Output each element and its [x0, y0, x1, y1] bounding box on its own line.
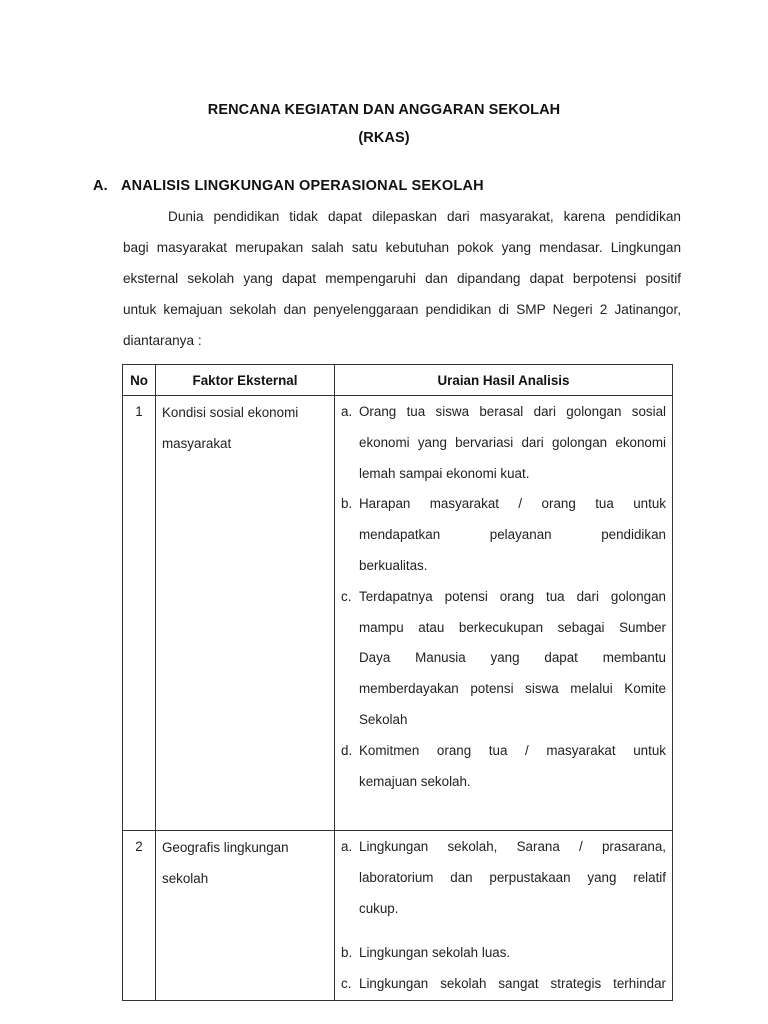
- paragraph-line: bagi masyarakat merupakan salah satu kebutuhan pokok yang mendasar. Lingkungan: [123, 240, 681, 255]
- item-marker: a.: [341, 839, 353, 854]
- header-faktor-eksternal: Faktor Eksternal: [156, 365, 335, 396]
- table-row: [123, 831, 673, 1001]
- factor-cell: [156, 396, 335, 831]
- factor-line: Kondisi sosial ekonomi: [162, 405, 299, 420]
- item-marker: d.: [341, 742, 353, 758]
- list-item: [341, 397, 666, 489]
- item-marker: b.: [341, 945, 353, 961]
- item-line: lemah sampai ekonomi kuat.: [359, 465, 530, 481]
- item-line: Lingkungan sekolah, Sarana / prasarana,: [359, 839, 666, 854]
- item-line: mampu atau berkecukupan sebagai Sumber: [359, 619, 666, 635]
- list-item: [341, 736, 666, 798]
- intro-paragraph: [123, 201, 681, 356]
- item-marker: a.: [341, 404, 353, 419]
- list-item: [341, 489, 666, 581]
- item-line: laboratorium dan perpustakaan yang relatif: [359, 869, 666, 885]
- item-line: mendapatkan pelayanan pendidikan: [359, 527, 666, 543]
- document-subtitle: (RKAS): [358, 130, 410, 146]
- factor-cell: [156, 831, 335, 1001]
- section-heading-text: ANALISIS LINGKUNGAN OPERASIONAL SEKOLAH: [121, 178, 484, 194]
- list-item: [341, 582, 666, 736]
- header-uraian-hasil-analisis: Uraian Hasil Analisis: [335, 365, 673, 396]
- table-header-row: [123, 365, 673, 396]
- item-line: Komitmen orang tua / masyarakat untuk: [359, 742, 666, 758]
- factor-line: sekolah: [162, 871, 209, 886]
- section-heading: [93, 178, 484, 194]
- item-line: Orang tua siswa berasal dari golongan sosial: [359, 404, 666, 419]
- document-title: RENCANA KEGIATAN DAN ANGGARAN SEKOLAH: [207, 102, 561, 118]
- item-line: Lingkungan sekolah sangat strategis terhindar: [359, 976, 666, 992]
- header-no: No: [123, 365, 156, 396]
- paragraph-line: Dunia pendidikan tidak dapat dilepaskan dari masyarakat, karena pendidikan: [168, 209, 681, 224]
- factor-line: masyarakat: [162, 436, 232, 451]
- uraian-cell: [335, 831, 673, 1001]
- paragraph-line: diantaranya :: [123, 333, 202, 348]
- item-line: memberdayakan potensi siswa melalui Komite: [359, 681, 666, 697]
- item-line: berkualitas.: [359, 557, 428, 573]
- section-letter: A.: [93, 178, 108, 194]
- item-line: Lingkungan sekolah luas.: [359, 945, 511, 961]
- item-marker: c.: [341, 976, 352, 992]
- item-line: Terdapatnya potensi orang tua dari golongan: [359, 588, 666, 604]
- item-line: Sekolah: [359, 711, 408, 727]
- factor-line: Geografis lingkungan: [162, 840, 289, 855]
- row-number: 1: [123, 396, 156, 831]
- item-line: cukup.: [359, 900, 399, 916]
- paragraph-line: eksternal sekolah yang dapat mempengaruhi dan dipandang dapat berpotensi positif: [123, 271, 681, 286]
- list-item: [341, 938, 666, 969]
- item-marker: b.: [341, 496, 353, 512]
- table-row: [123, 396, 673, 831]
- item-marker: c.: [341, 588, 352, 604]
- analysis-table: [122, 364, 673, 1001]
- row-number: 2: [123, 831, 156, 1001]
- list-item: [341, 969, 666, 1000]
- item-line: Daya Manusia yang dapat membantu: [359, 650, 666, 666]
- item-line: Harapan masyarakat / orang tua untuk: [359, 496, 666, 512]
- list-item: [341, 832, 666, 924]
- item-line: ekonomi yang bervariasi dari golongan ekonomi: [359, 434, 666, 450]
- uraian-cell: [335, 396, 673, 831]
- paragraph-line: untuk kemajuan sekolah dan penyelenggaraan pendidikan di SMP Negeri 2 Jatinangor,: [123, 302, 681, 317]
- item-line: kemajuan sekolah.: [359, 773, 471, 789]
